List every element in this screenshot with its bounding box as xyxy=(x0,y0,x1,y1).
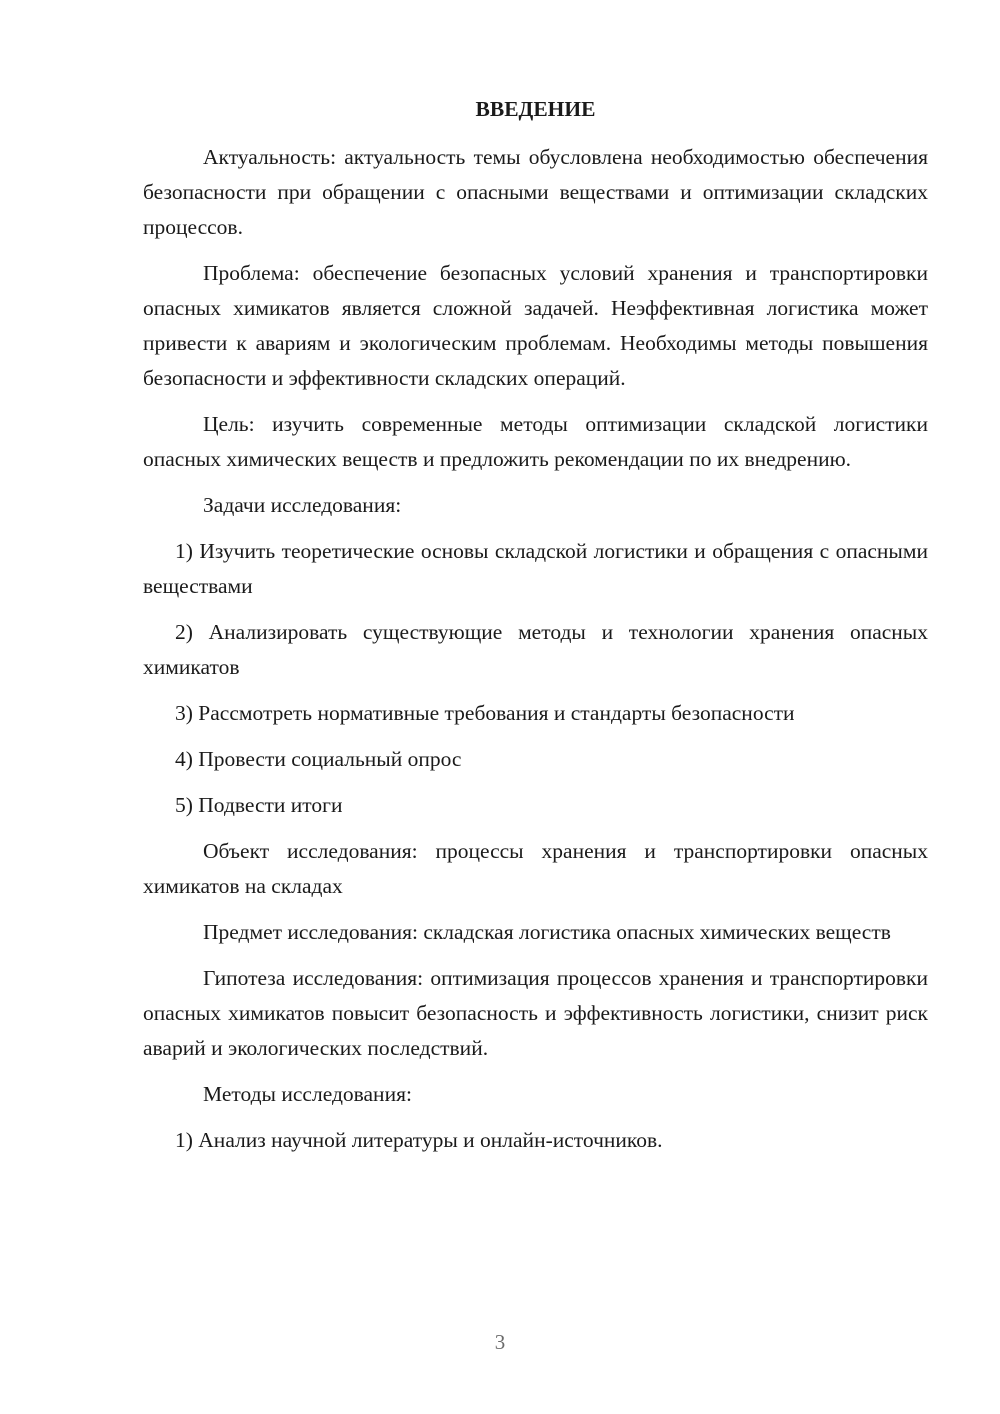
paragraph-subject: Предмет исследования: складская логистика опасных химических веществ xyxy=(203,920,891,944)
paragraph-object: Объект исследования: процессы хранения и транспортировки опасных химикатов на складах xyxy=(143,839,928,898)
task-item-2: 2) Анализировать существующие методы и технологии хранения опасных химикатов xyxy=(143,620,928,679)
task-item-4: 4) Провести социальный опрос xyxy=(175,747,462,771)
paragraph-problem: Проблема: обеспечение безопасных условий хранения и транспортировки опасных химикатов является сложной задачей. Неэффективная логистика может привести к авариям и экологическим проблемам. Необходимы методы повышения безопасности и эффективности складских операций. xyxy=(143,261,928,390)
page-number: 3 xyxy=(494,1330,506,1354)
methods-heading: Методы исследования: xyxy=(203,1082,412,1106)
paragraph-hypothesis: Гипотеза исследования: оптимизация процессов хранения и транспортировки опасных химикатов повысит безопасность и эффективность логистики, снизит риск аварий и экологических последствий. xyxy=(143,966,928,1060)
tasks-heading: Задачи исследования: xyxy=(203,493,402,517)
task-item-1: 1) Изучить теоретические основы складской логистики и обращения с опасными веществами xyxy=(143,539,928,598)
method-item-1: 1) Анализ научной литературы и онлайн-источников. xyxy=(175,1128,663,1152)
document-page xyxy=(143,92,928,1169)
section-title: ВВЕДЕНИЕ xyxy=(475,97,596,121)
task-item-5: 5) Подвести итоги xyxy=(175,793,343,817)
task-item-3: 3) Рассмотреть нормативные требования и стандарты безопасности xyxy=(175,701,795,725)
paragraph-relevance: Актуальность: актуальность темы обусловлена необходимостью обеспечения безопасности при обращении с опасными веществами и оптимизации складских процессов. xyxy=(143,145,928,239)
paragraph-goal: Цель: изучить современные методы оптимизации складской логистики опасных химических веществ и предложить рекомендации по их внедрению. xyxy=(143,412,928,471)
